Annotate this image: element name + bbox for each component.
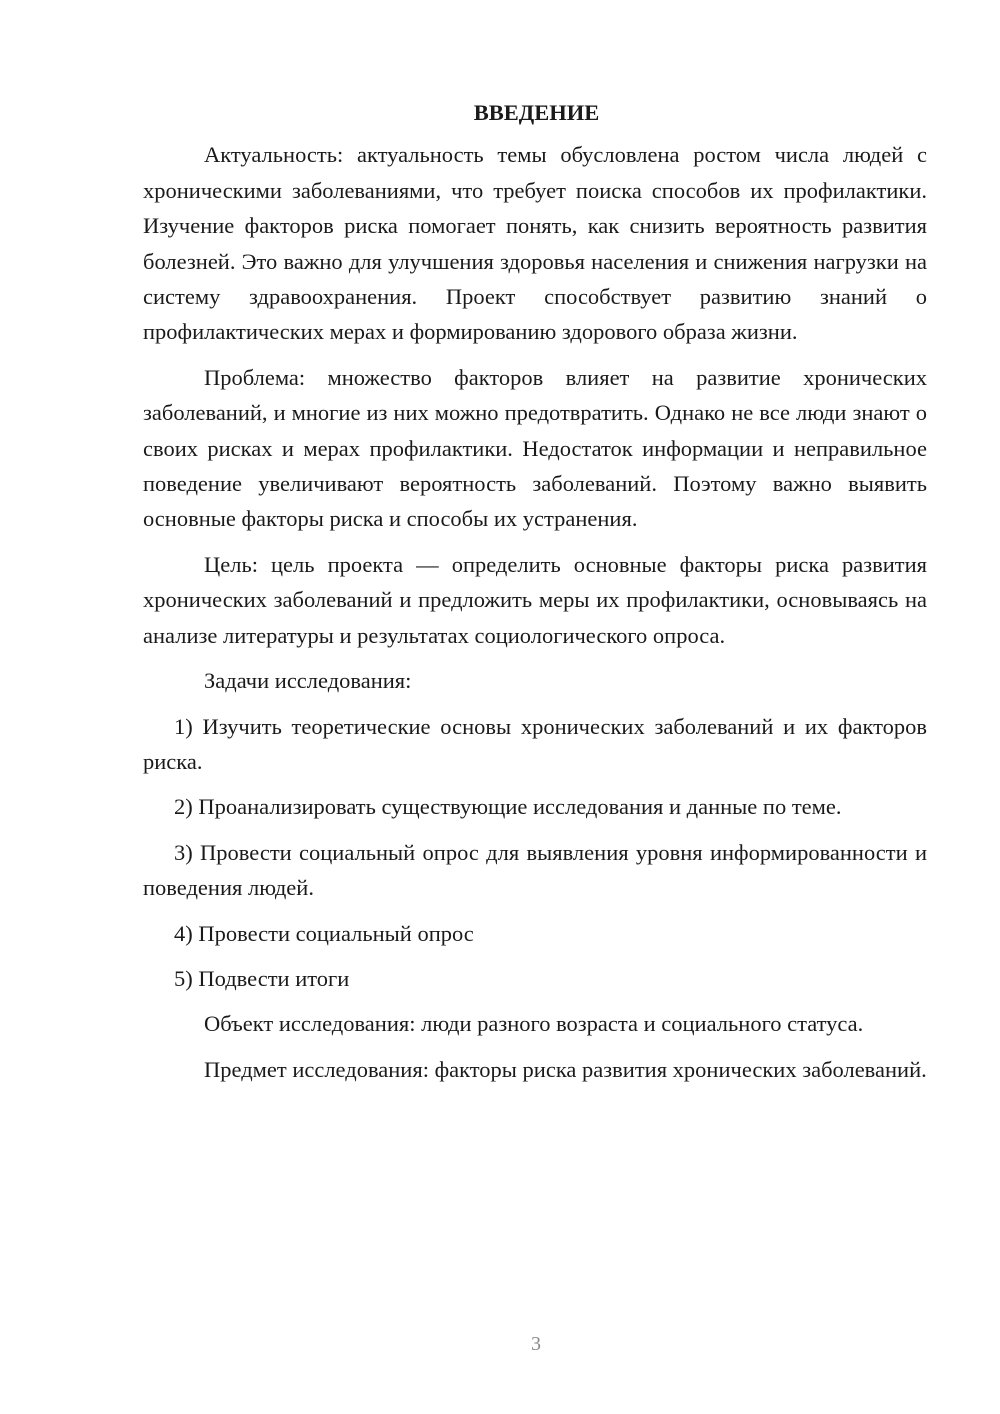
section-title: ВВЕДЕНИЕ: [473, 100, 600, 125]
task-item: 5) Подвести итоги: [174, 965, 350, 991]
task-item: 4) Провести социальный опрос: [174, 920, 474, 946]
task-item: 3) Провести социальный опрос для выявления уровня информированности и поведения людей.: [143, 839, 927, 901]
task-item: 1) Изучить теоретические основы хронических заболеваний и их факторов риска.: [143, 713, 927, 774]
page-number: 3: [531, 1333, 541, 1355]
research-object-paragraph: Объект исследования: люди разного возраста и социального статуса.: [204, 1011, 864, 1037]
research-subject-paragraph: Предмет исследования: факторы риска развития хронических заболеваний.: [204, 1056, 927, 1082]
problem-paragraph: Проблема: множество факторов влияет на развитие хронических заболеваний, и многие из них можно предотвратить. Однако не все люди знают о своих рисках и мерах профилактики. Недостаток информации и неправильное поведение увеличивают вероятность заболеваний. Поэтому важно выявить основные факторы риска и способы их устранения.: [143, 364, 927, 532]
tasks-heading: Задачи исследования:: [204, 668, 412, 694]
task-item: 2) Проанализировать существующие исследования и данные по теме.: [174, 794, 842, 820]
relevance-paragraph: Актуальность: актуальность темы обусловлена ростом числа людей с хроническими заболеваниями, что требует поиска способов их профилактики. Изучение факторов риска помогает понять, как снизить вероятность развития болезней. Это важно для улучшения здоровья населения и снижения нагрузки на систему здравоохранения. Проект способствует развитию знаний о профилактических мерах и формированию здорового образа жизни.: [143, 142, 927, 345]
goal-paragraph: Цель: цель проекта — определить основные факторы риска развития хронических заболеваний и предложить меры их профилактики, основываясь на анализе литературы и результатах социологического опроса.: [143, 551, 927, 648]
page-content: [143, 95, 927, 1097]
